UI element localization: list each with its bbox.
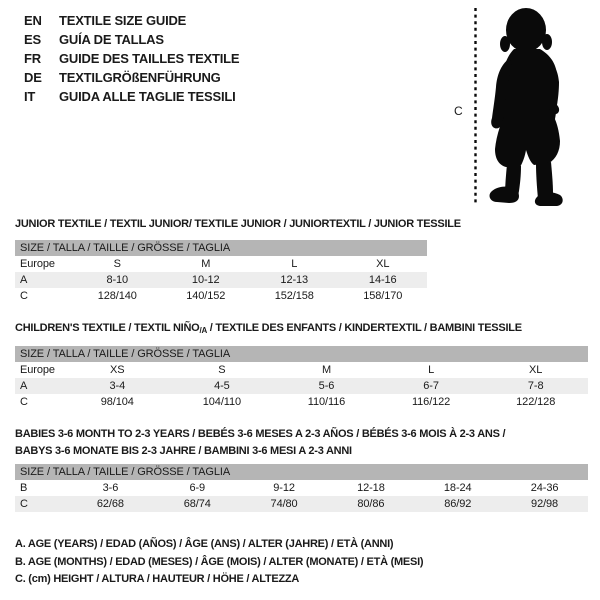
size-row xyxy=(15,288,427,304)
size-row xyxy=(15,378,588,394)
table-title-text: / TEXTILE DES ENFANTS / KINDERTEXTIL / BAMBINI TESSILE xyxy=(206,322,522,334)
size-cell: 122/128 xyxy=(516,396,556,408)
size-cell: M xyxy=(201,258,211,270)
size-cell: S xyxy=(218,364,226,376)
size-band-row xyxy=(15,346,588,362)
size-cell: S xyxy=(113,258,121,270)
language-label: TEXTILGRÖßENFÜHRUNG xyxy=(59,70,221,85)
size-cell: 68/74 xyxy=(154,496,241,512)
size-cell: XL xyxy=(529,364,543,376)
table-title-line xyxy=(15,443,505,460)
size-cell: 110/116 xyxy=(307,396,346,408)
size-cell: 104/110 xyxy=(202,396,242,408)
size-cell: 8-10 xyxy=(73,272,162,288)
size-row-label: A xyxy=(15,272,73,288)
size-cell: 18-24 xyxy=(443,482,472,494)
size-cell: 4-5 xyxy=(170,378,275,394)
footnotes xyxy=(15,536,423,589)
language-label: GUÍA DE TALLAS xyxy=(59,32,164,47)
baby-silhouette-shape xyxy=(490,8,563,206)
size-band-header: SIZE / TALLA / TAILLE / GRÖSSE / TAGLIA xyxy=(15,346,588,362)
table-title-text: BABYS 3-6 MONATE BIS 2-3 JAHRE / BAMBINI 3-6 MESI A 2-3 ANNI xyxy=(15,445,352,457)
table-title-text: CHILDREN'S TEXTILE / TEXTIL NIÑO xyxy=(15,322,200,334)
footnote-c: C. (cm) HEIGHT / ALTURA / HAUTEUR / HÖHE / ALTEZZA xyxy=(15,573,300,585)
size-cell: XL xyxy=(376,258,390,270)
language-code: DE xyxy=(24,70,42,85)
language-code: EN xyxy=(24,13,42,28)
figure-height-label: C xyxy=(454,104,463,118)
size-cell: 3-4 xyxy=(65,378,170,394)
size-row xyxy=(15,496,588,512)
language-code: IT xyxy=(24,89,36,104)
table-title-line xyxy=(15,216,461,233)
size-row-label: A xyxy=(15,378,65,394)
size-cell: L xyxy=(428,364,435,376)
babies-size-table-wrap xyxy=(15,464,588,512)
children-size-table xyxy=(15,346,588,410)
junior-size-table xyxy=(15,240,427,304)
size-row xyxy=(15,272,427,288)
size-cell: 92/98 xyxy=(501,496,588,512)
size-row xyxy=(15,362,588,378)
language-row xyxy=(24,68,239,87)
size-cell: 12-18 xyxy=(357,482,385,494)
language-label: GUIDE DES TAILLES TEXTILE xyxy=(59,51,240,66)
size-row-label: C xyxy=(20,396,28,408)
size-row xyxy=(15,394,588,410)
size-cell: 86/92 xyxy=(414,496,501,512)
size-cell: 10-12 xyxy=(162,272,251,288)
language-row xyxy=(24,87,239,106)
size-cell: 152/158 xyxy=(274,290,314,302)
babies-size-table xyxy=(15,464,588,512)
size-band-header: SIZE / TALLA / TAILLE / GRÖSSE / TAGLIA xyxy=(15,464,588,480)
size-band-row xyxy=(15,240,427,256)
table-title-line xyxy=(15,426,505,443)
table-title-text: BABIES 3-6 MONTH TO 2-3 YEARS / BEBÉS 3-6 MESES A 2-3 AÑOS / BÉBÉS 3-6 MOIS À 2-3 ANS / xyxy=(15,428,506,440)
size-cell: 116/122 xyxy=(411,396,451,408)
size-row-label: Europe xyxy=(20,258,55,270)
size-cell: L xyxy=(291,258,298,270)
size-cell: 5-6 xyxy=(274,378,379,394)
size-row-label: C xyxy=(15,496,67,512)
language-code: ES xyxy=(24,32,41,47)
language-row xyxy=(24,30,239,49)
table-title-sub: /A xyxy=(199,326,207,335)
size-cell: 74/80 xyxy=(241,496,328,512)
size-cell: 6-9 xyxy=(189,482,206,494)
babies-table-title xyxy=(15,426,505,460)
size-cell: 158/170 xyxy=(363,290,403,302)
baby-silhouette xyxy=(470,0,600,215)
language-label: GUIDA ALLE TAGLIE TESSILI xyxy=(59,89,236,104)
size-band-row xyxy=(15,464,588,480)
footnote-b: B. AGE (MONTHS) / EDAD (MESES) / ÂGE (MOIS) / ALTER (MONATE) / ETÀ (MESI) xyxy=(15,555,424,568)
language-code: FR xyxy=(24,51,41,66)
size-cell: 14-16 xyxy=(339,272,428,288)
size-cell: 98/104 xyxy=(100,396,134,408)
junior-size-table-wrap xyxy=(15,240,427,304)
size-cell: 7-8 xyxy=(483,378,588,394)
size-cell: 24-36 xyxy=(530,482,559,494)
size-cell: XS xyxy=(110,364,125,376)
size-band-header: SIZE / TALLA / TAILLE / GRÖSSE / TAGLIA xyxy=(15,240,427,256)
children-table-title xyxy=(15,320,522,337)
children-size-table-wrap xyxy=(15,346,588,410)
size-cell: 12-13 xyxy=(250,272,339,288)
size-row xyxy=(15,480,588,496)
size-cell: M xyxy=(321,364,332,376)
language-row xyxy=(24,49,239,68)
size-row-label: C xyxy=(20,290,28,302)
size-cell: 6-7 xyxy=(379,378,484,394)
size-cell: 140/152 xyxy=(186,290,226,302)
language-label: TEXTILE SIZE GUIDE xyxy=(59,13,187,28)
size-cell: 128/140 xyxy=(97,290,137,302)
junior-table-title xyxy=(15,216,461,233)
language-row xyxy=(24,11,239,30)
size-cell: 9-12 xyxy=(273,482,295,494)
size-cell: 80/86 xyxy=(327,496,414,512)
footnote-a: A. AGE (YEARS) / EDAD (AÑOS) / ÂGE (ANS) / ALTER (JAHRE) / ETÀ (ANNI) xyxy=(15,538,394,550)
size-row-label: B xyxy=(20,482,28,494)
size-cell: 3-6 xyxy=(102,482,119,494)
size-row-label: Europe xyxy=(20,364,55,376)
language-list xyxy=(24,11,239,106)
table-title-text: JUNIOR TEXTILE / TEXTIL JUNIOR/ TEXTILE JUNIOR / JUNIORTEXTIL / JUNIOR TESSILE xyxy=(15,218,461,230)
size-row xyxy=(15,256,427,272)
size-cell: 62/68 xyxy=(67,496,154,512)
table-title-line xyxy=(15,320,522,337)
